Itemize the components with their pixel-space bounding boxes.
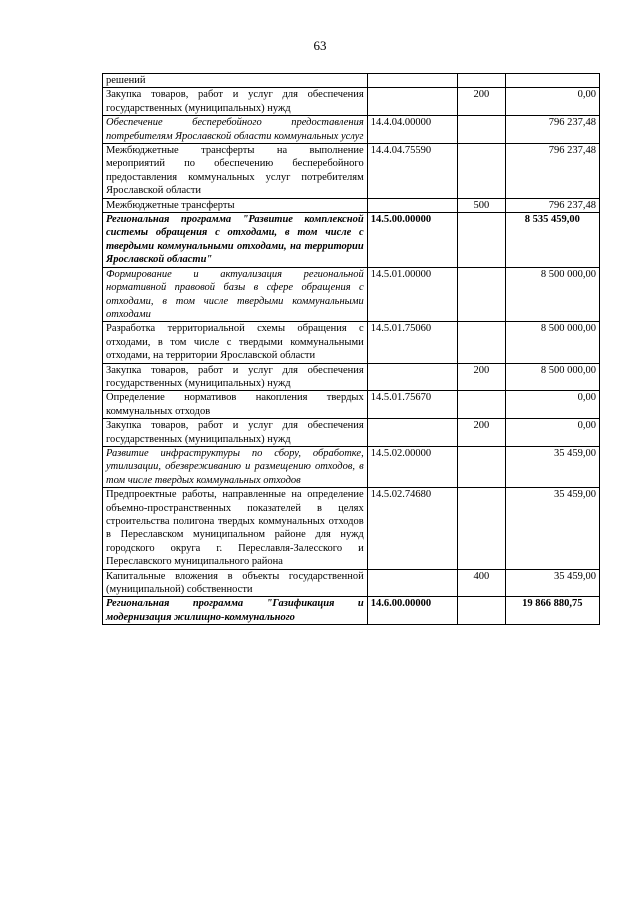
row-code-cell: 14.5.00.00000 [367,213,457,268]
table-row [103,74,600,88]
row-name-cell: Формирование и актуализация региональной нормативной правовой базы в сфере обращения с отходами, в том числе твердыми коммунальными отходами [103,267,368,322]
row-name-cell: Региональная программа "Развитие комплексной системы обращения с отходами, в том числе с твердыми коммунальными отходами, на территории Ярославской области" [103,213,368,268]
row-name-cell: Региональная программа "Газификация и модернизация жилищно-коммунального [103,597,368,625]
row-kind-cell [457,597,505,625]
row-sum-cell [505,74,599,88]
table-row [103,569,600,597]
table-row [103,419,600,447]
row-sum-cell: 8 535 459,00 [505,213,599,268]
row-name-cell: Разработка территориальной схемы обращения с отходами, в том числе с твердыми коммунальными отходами, на территории Ярославской области [103,322,368,363]
budget-table-body [103,74,600,625]
row-sum-cell: 8 500 000,00 [505,267,599,322]
row-sum-cell: 0,00 [505,88,599,116]
row-kind-cell [457,213,505,268]
row-sum-cell: 35 459,00 [505,488,599,569]
row-kind-cell [457,391,505,419]
table-row [103,322,600,363]
row-kind-cell: 500 [457,198,505,212]
row-name-cell: Развитие инфраструктуры по сбору, обработке, утилизации, обезвреживанию и размещению отходов, в том числе твердых коммунальных отходов [103,446,368,487]
table-row [103,116,600,144]
row-sum-cell: 796 237,48 [505,116,599,144]
row-name-cell: Определение нормативов накопления твердых коммунальных отходов [103,391,368,419]
row-kind-cell [457,74,505,88]
row-sum-cell: 35 459,00 [505,569,599,597]
row-sum-cell: 8 500 000,00 [505,363,599,391]
row-sum-cell: 19 866 880,75 [505,597,599,625]
row-sum-cell: 35 459,00 [505,446,599,487]
row-kind-cell: 200 [457,419,505,447]
row-code-cell [367,88,457,116]
row-code-cell [367,198,457,212]
row-kind-cell [457,267,505,322]
row-code-cell [367,74,457,88]
row-name-cell: Закупка товаров, работ и услуг для обеспечения государственных (муниципальных) нужд [103,363,368,391]
row-kind-cell [457,116,505,144]
row-code-cell: 14.6.00.00000 [367,597,457,625]
table-row [103,391,600,419]
row-kind-cell: 200 [457,363,505,391]
row-code-cell: 14.5.01.75670 [367,391,457,419]
row-kind-cell [457,322,505,363]
table-row [103,88,600,116]
row-code-cell: 14.5.02.74680 [367,488,457,569]
row-code-cell: 14.5.01.00000 [367,267,457,322]
page-number: 63 [313,38,327,53]
row-kind-cell: 200 [457,88,505,116]
table-row [103,213,600,268]
table-row [103,198,600,212]
row-kind-cell [457,144,505,199]
table-row [103,488,600,569]
row-name-cell: Предпроектные работы, направленные на определение объемно-пространственных показателей в целях строительства полигона твердых коммунальных отходов в Переславском муниципальном районе для нужд городского округа г. Переславля-Залесского и Переславского муниципального района [103,488,368,569]
row-code-cell: 14.4.04.00000 [367,116,457,144]
row-code-cell: 14.4.04.75590 [367,144,457,199]
row-name-cell: Капитальные вложения в объекты государственной (муниципальной) собственности [103,569,368,597]
table-row [103,363,600,391]
row-sum-cell: 796 237,48 [505,144,599,199]
row-code-cell [367,569,457,597]
row-sum-cell: 0,00 [505,391,599,419]
table-row [103,597,600,625]
row-kind-cell: 400 [457,569,505,597]
row-name-cell: Закупка товаров, работ и услуг для обеспечения государственных (муниципальных) нужд [103,419,368,447]
budget-table [102,73,600,625]
row-name-cell: Обеспечение бесперебойного предоставления потребителям Ярославской области коммунальных услуг [103,116,368,144]
row-name-cell: Закупка товаров, работ и услуг для обеспечения государственных (муниципальных) нужд [103,88,368,116]
row-code-cell [367,363,457,391]
table-row [103,267,600,322]
row-code-cell [367,419,457,447]
row-code-cell: 14.5.01.75060 [367,322,457,363]
row-sum-cell: 0,00 [505,419,599,447]
row-kind-cell [457,446,505,487]
row-name-cell: Межбюджетные трансферты на выполнение мероприятий по обеспечению бесперебойного предоставления коммунальных услуг потребителям Ярославской области [103,144,368,199]
row-code-cell: 14.5.02.00000 [367,446,457,487]
table-row [103,446,600,487]
table-row [103,144,600,199]
row-name-cell: Межбюджетные трансферты [103,198,368,212]
row-sum-cell: 796 237,48 [505,198,599,212]
row-sum-cell: 8 500 000,00 [505,322,599,363]
row-name-cell: решений [103,74,368,88]
row-kind-cell [457,488,505,569]
